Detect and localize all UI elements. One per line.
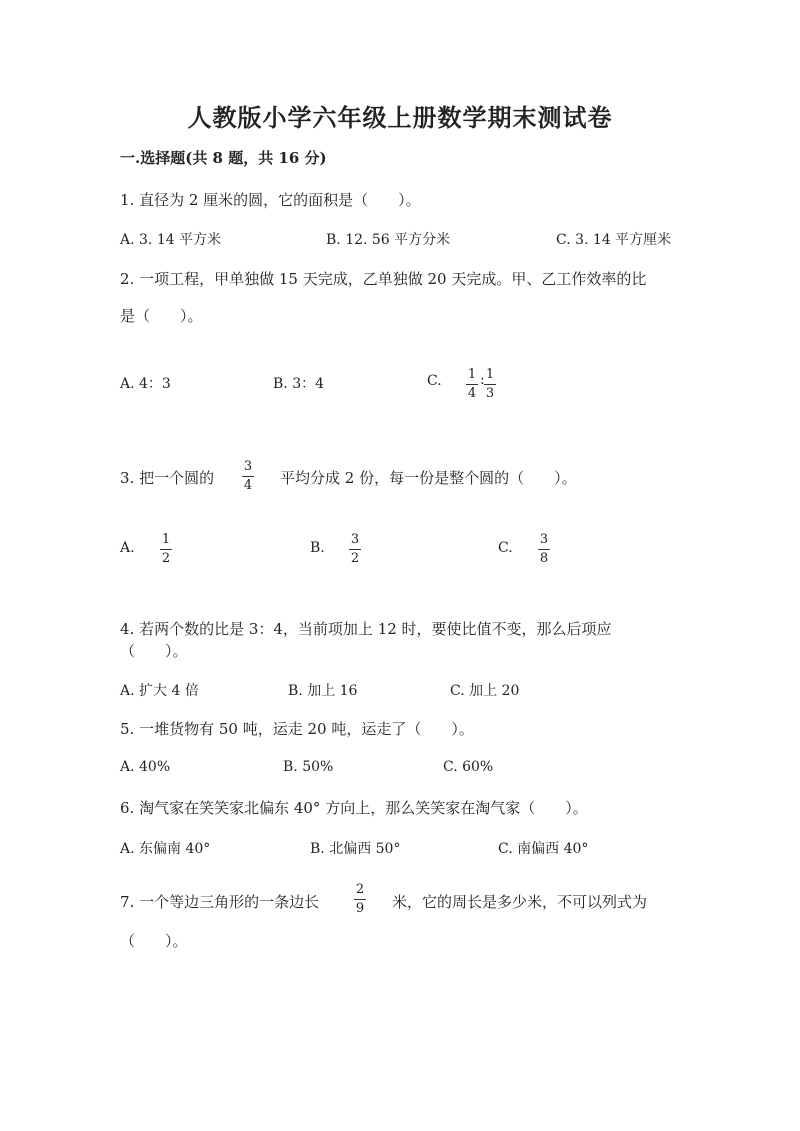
numerator: 1	[467, 367, 477, 382]
question-4-line2: （ ）。	[120, 642, 188, 660]
numerator: 3	[350, 532, 360, 547]
numerator: 1	[161, 532, 171, 547]
q3-option-a: A.	[120, 540, 135, 556]
q3-option-c: C.	[498, 540, 513, 556]
question-7-pre: 7. 一个等边三角形的一条边长	[120, 893, 320, 911]
question-7-line2: （ ）。	[120, 932, 188, 950]
question-4-line1: 4. 若两个数的比是 3：4，当前项加上 12 时，要使比值不变，那么后项应	[120, 620, 612, 638]
q1-option-c: C. 3. 14 平方厘米	[556, 232, 672, 248]
q5-option-b: B. 50%	[283, 759, 334, 775]
q1-option-b: B. 12. 56 平方分米	[326, 232, 451, 248]
q4-option-b: B. 加上 16	[288, 683, 358, 699]
q2-option-b: B. 3：4	[273, 376, 325, 392]
q2-c-fraction-1	[466, 368, 478, 401]
q5-option-c: C. 60%	[443, 759, 494, 775]
numerator: 3	[539, 532, 549, 547]
q3-fraction	[242, 460, 254, 493]
question-5: 5. 一堆货物有 50 吨，运走 20 吨，运走了（ ）。	[120, 720, 474, 738]
numerator: 1	[485, 367, 495, 382]
denominator: 3	[485, 386, 495, 401]
question-1: 1. 直径为 2 厘米的圆，它的面积是（ ）。	[120, 191, 421, 209]
denominator: 9	[355, 901, 365, 916]
denominator: 8	[539, 551, 549, 566]
q3-c-fraction	[538, 533, 550, 566]
question-3-pre: 3. 把一个圆的	[120, 469, 215, 487]
q2-option-c: C.	[427, 373, 442, 389]
numerator: 2	[355, 882, 365, 897]
q5-option-a: A. 40%	[120, 759, 171, 775]
denominator: 4	[467, 386, 477, 401]
question-3-post: 平均分成 2 份，每一份是整个圆的（ ）。	[280, 469, 577, 487]
denominator: 2	[161, 551, 171, 566]
q2-c-fraction-2	[484, 368, 496, 401]
q6-option-b: B. 北偏西 50°	[310, 841, 401, 857]
q2-option-a: A. 4：3	[120, 376, 171, 392]
q4-option-a: A. 扩大 4 倍	[120, 683, 199, 699]
q6-option-a: A. 东偏南 40°	[120, 841, 211, 857]
q3-a-fraction	[160, 533, 172, 566]
question-6: 6. 淘气家在笑笑家北偏东 40° 方向上，那么笑笑家在淘气家（ ）。	[120, 799, 588, 817]
numerator: 3	[243, 459, 253, 474]
question-2-line1: 2. 一项工程，甲单独做 15 天完成，乙单独做 20 天完成。甲、乙工作效率的比	[120, 270, 647, 288]
question-7-post: 米，它的周长是多少米，不可以列式为	[392, 893, 648, 911]
q6-option-c: C. 南偏西 40°	[498, 841, 589, 857]
q4-option-c: C. 加上 20	[450, 683, 520, 699]
q3-option-b: B.	[310, 540, 325, 556]
q7-fraction	[354, 883, 366, 916]
q1-option-a: A. 3. 14 平方米	[120, 232, 222, 248]
q3-b-fraction	[349, 533, 361, 566]
question-2-line2: 是（ ）。	[120, 307, 203, 325]
denominator: 4	[243, 478, 253, 493]
denominator: 2	[350, 551, 360, 566]
page-title: 人教版小学六年级上册数学期末测试卷	[187, 103, 613, 132]
q2-c-ratio-sign: :	[480, 372, 485, 388]
section-heading: 一.选择题(共 8 题，共 16 分)	[120, 149, 327, 167]
